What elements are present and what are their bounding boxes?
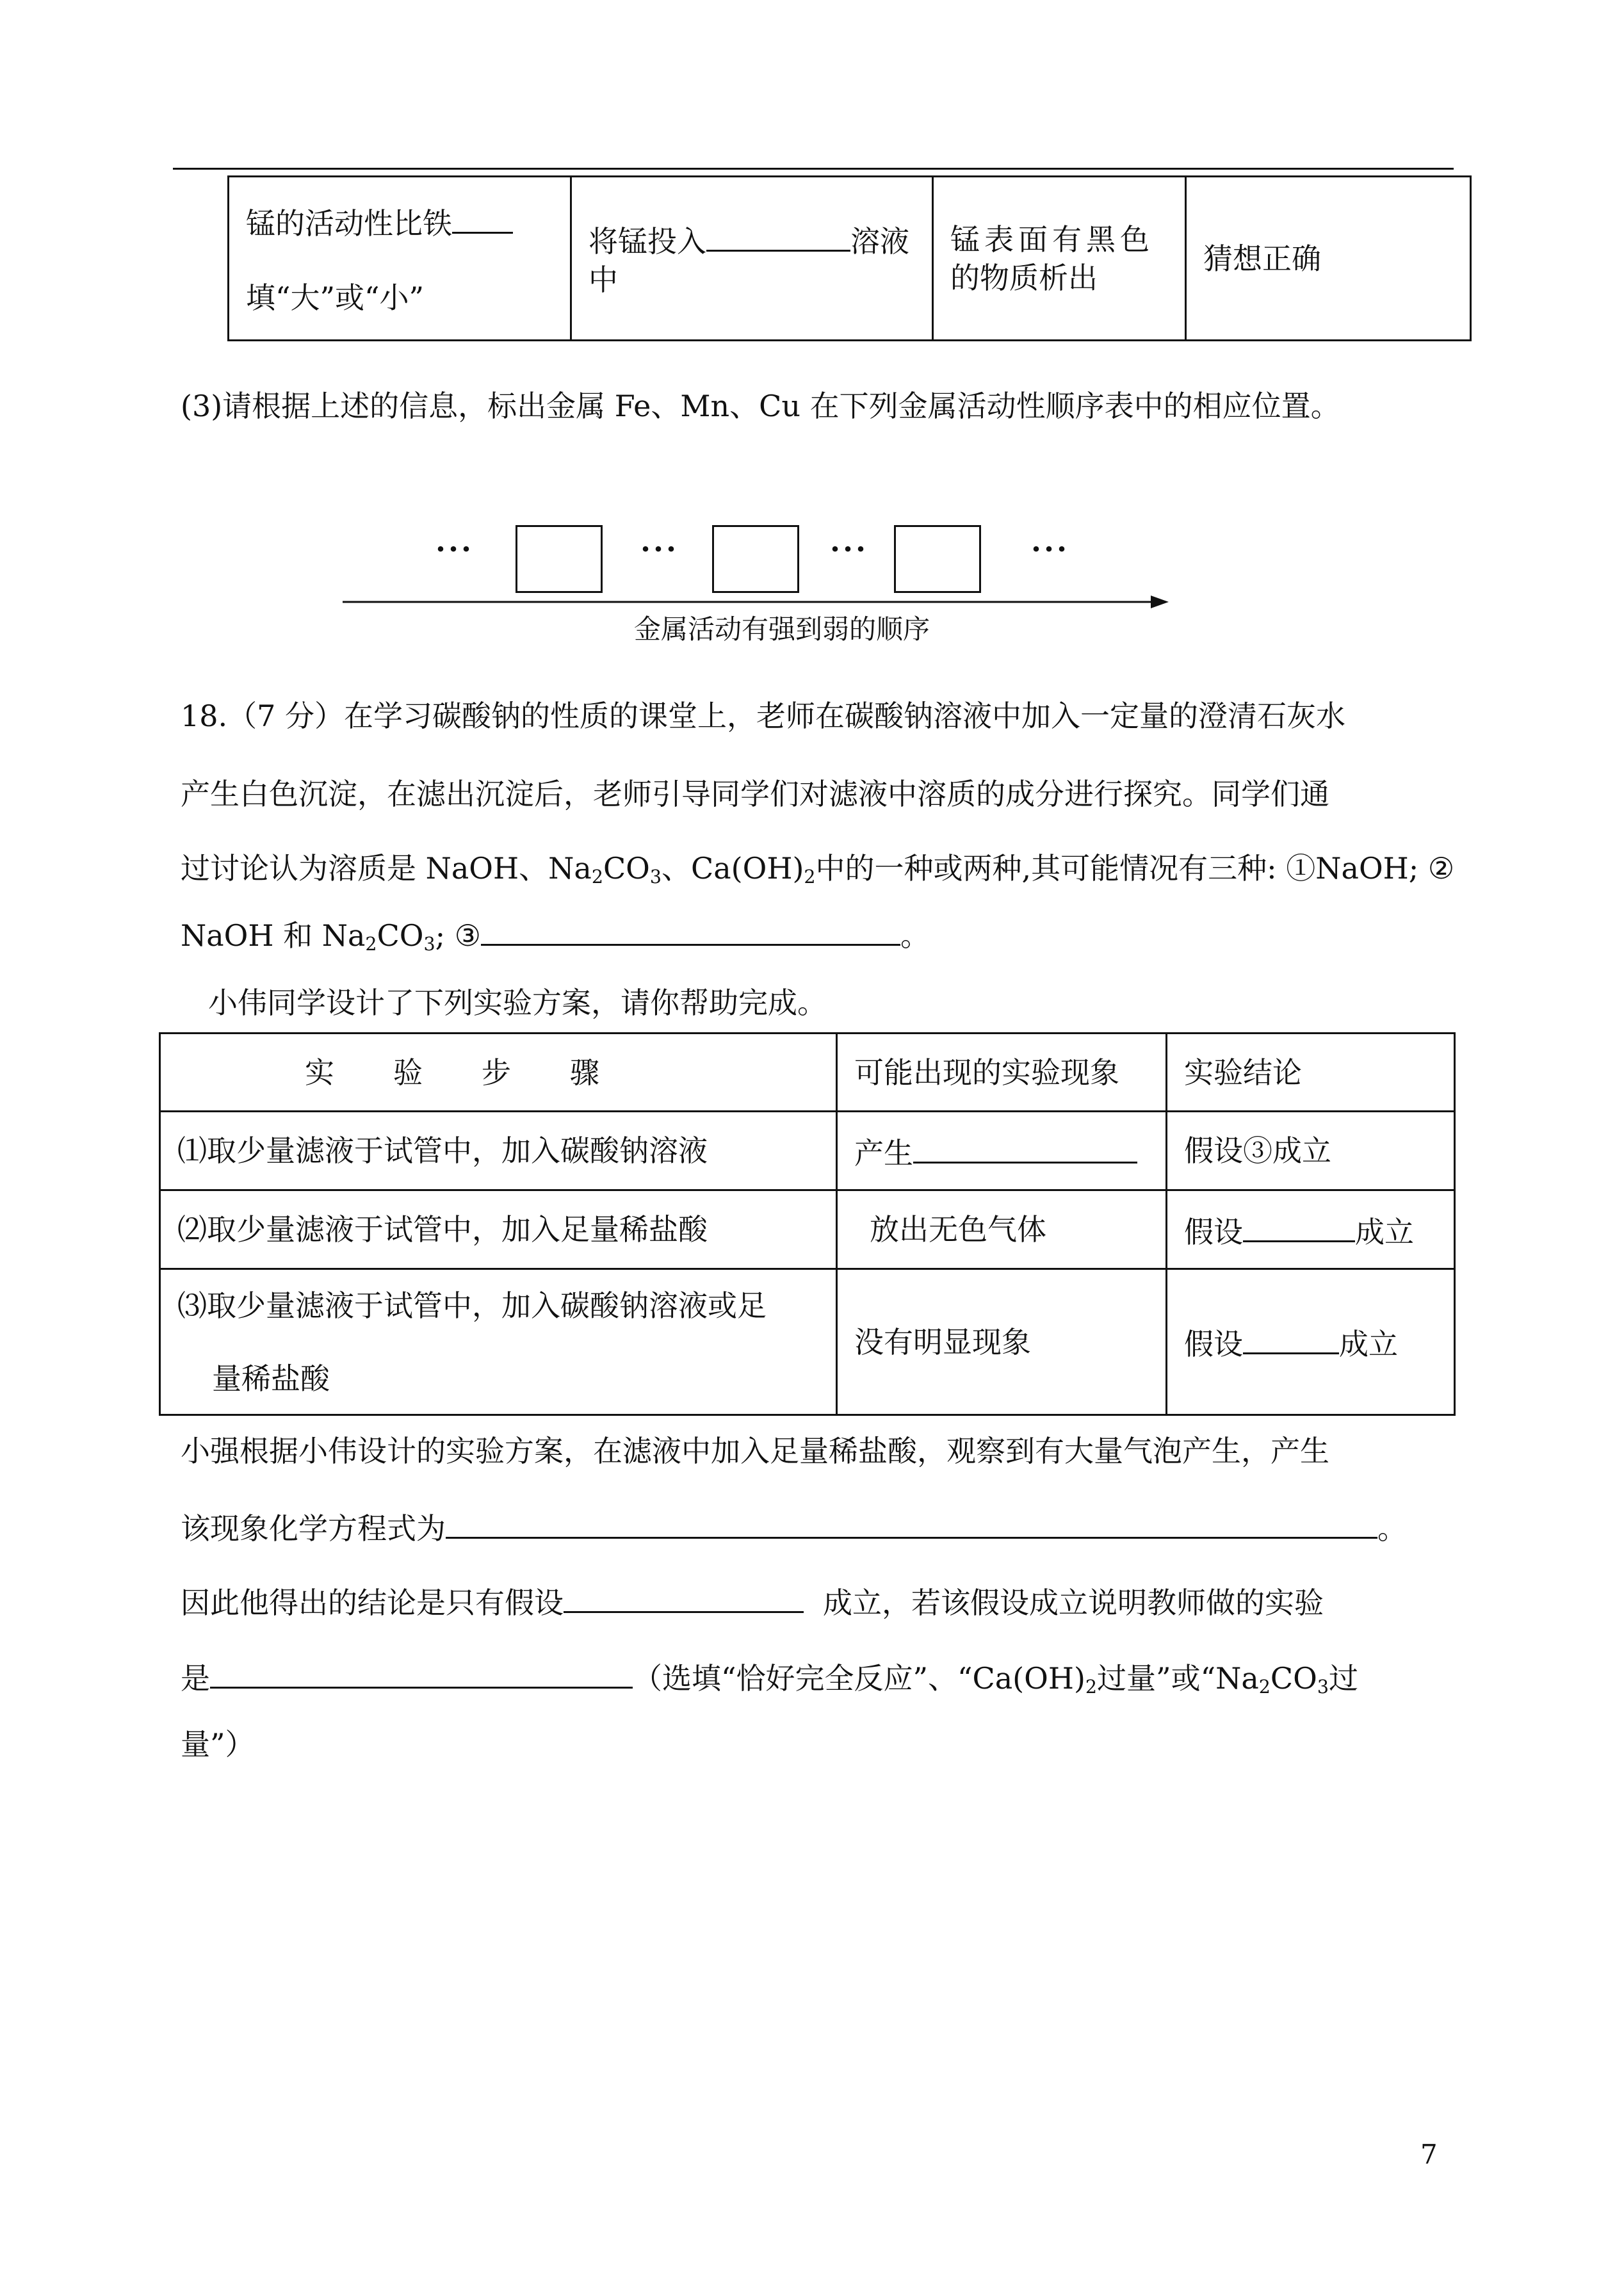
q18-line-3: 过讨论认为溶质是 NaOH、$Na_2CO_3$、$Ca(OH)_2$中的一种或两种,其可能情况有三种: ①NaOH; ②: [181, 851, 1455, 888]
answer-blank[interactable]: [481, 912, 900, 946]
answer-blank[interactable]: [913, 1130, 1137, 1164]
table-row: ⑵取少量滤液于试管中，加入足量稀盐酸 放出无色气体 假设 成立: [160, 1190, 1455, 1269]
arrow-icon: [343, 592, 1169, 612]
closing-line-4: 是 （选填“恰好完全反应”、“$Ca(OH)_2$过量”或“$Na_2CO_3$过: [181, 1655, 1358, 1698]
closing-line-5: 量”）: [181, 1727, 255, 1762]
top-table-cell-4: 猜想正确: [1186, 177, 1471, 341]
top-table-cell-3: 锰表面有黑色 的物质析出: [933, 177, 1186, 341]
answer-blank[interactable]: [1243, 1320, 1339, 1354]
equation-blank[interactable]: [446, 1505, 1377, 1539]
top-table-cell-2: 将锰投入 溶液 中: [571, 177, 933, 341]
header-phenomenon: 可能出现的实验现象: [837, 1034, 1167, 1112]
answer-blank[interactable]: [1243, 1208, 1355, 1242]
question-3: (3)请根据上述的信息，标出金属 Fe、Mn、Cu 在下列金属活动性顺序表中的相应位置。: [181, 389, 1340, 423]
header-rule: [173, 168, 1454, 170]
q18-line-1: 18.（7 分）在学习碳酸钠的性质的课堂上，老师在碳酸钠溶液中加入一定量的澄清石灰水: [181, 699, 1346, 733]
table-row: ⑶取少量滤液于试管中，加入碳酸钠溶液或足 量稀盐酸 没有明显现象 假设 成立: [160, 1269, 1455, 1415]
page-number: 7: [1420, 2139, 1438, 2170]
answer-blank[interactable]: [452, 200, 513, 234]
dots-3: ···: [830, 531, 869, 566]
closing-line-1: 小强根据小伟设计的实验方案，在滤液中加入足量稀盐酸，观察到有大量气泡产生，产生: [181, 1434, 1329, 1468]
q18-line-4: NaOH 和 $Na_2CO_3$; ③ 。: [181, 912, 930, 955]
q18-intro: 小伟同学设计了下列实验方案，请你帮助完成。: [208, 985, 827, 1020]
q18-line-2: 产生白色沉淀，在滤出沉淀后，老师引导同学们对滤液中溶质的成分进行探究。同学们通: [181, 777, 1329, 811]
table-row: ⑴取少量滤液于试管中，加入碳酸钠溶液 产生 假设③成立: [160, 1112, 1455, 1190]
closing-line-3: 因此他得出的结论是只有假设 成立，若该假设成立说明教师做的实验: [181, 1579, 1324, 1622]
dots-2: ···: [640, 531, 679, 566]
answer-box-3[interactable]: [894, 525, 981, 593]
top-table: [227, 175, 1472, 341]
answer-box-1[interactable]: [516, 525, 603, 593]
diagram-caption: 金属活动有强到弱的顺序: [634, 613, 930, 645]
dots-1: ···: [435, 531, 475, 566]
top-table-cell-1: 锰的活动性比铁 填“大”或“小”: [229, 177, 571, 341]
header-step: 实 验 步 骤: [160, 1034, 837, 1112]
header-conclusion: 实验结论: [1167, 1034, 1455, 1112]
answer-blank[interactable]: [564, 1579, 804, 1613]
answer-box-2[interactable]: [712, 525, 799, 593]
answer-blank[interactable]: [210, 1655, 633, 1689]
answer-blank[interactable]: [706, 218, 850, 252]
dots-4: ···: [1031, 531, 1070, 566]
closing-line-2: 该现象化学方程式为 。: [181, 1505, 1407, 1548]
experiment-table: [159, 1032, 1456, 1416]
